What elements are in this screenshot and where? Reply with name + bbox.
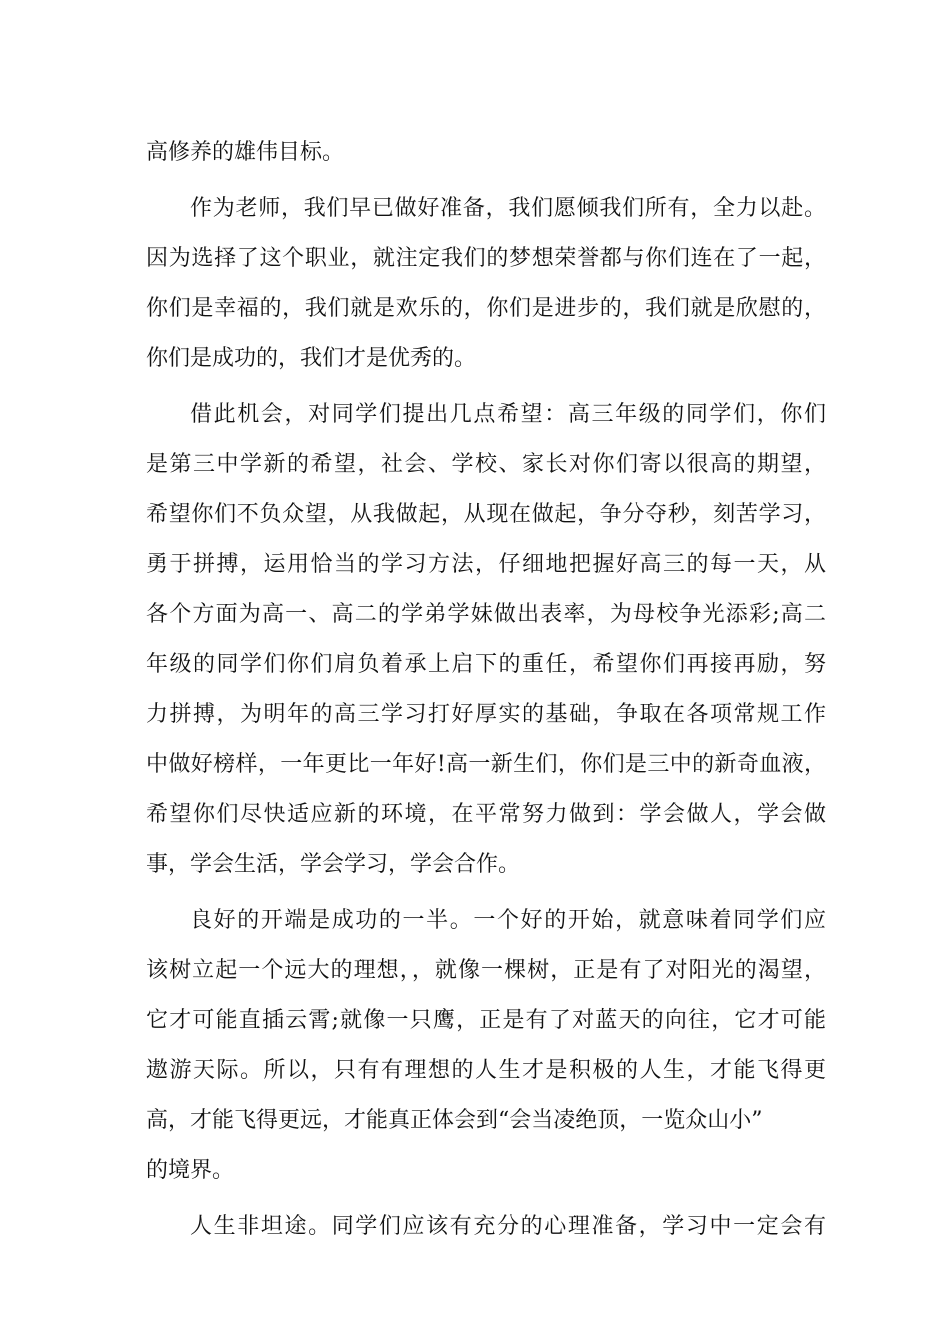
text-line: 你们是成功的，我们才是优秀的。 bbox=[146, 346, 477, 371]
text-line: 是第三中学新的希望，社会、学校、家长对你们寄以很高的期望， bbox=[146, 452, 826, 477]
text-line: 它才可能直插云霄;就像一只鹰，正是有了对蓝天的向往，它才可能 bbox=[146, 1008, 826, 1033]
paragraph-3 bbox=[146, 390, 826, 890]
text-line: 高，才能飞得更远，才能真正体会到“会当凌绝顶，一览众山小” bbox=[146, 1108, 763, 1133]
text-line: 的境界。 bbox=[146, 1158, 235, 1183]
text-line: 希望你们尽快适应新的环境，在平常努力做到：学会做人，学会做 bbox=[146, 802, 826, 827]
text-line: 良好的开端是成功的一半。一个好的开始，就意味着同学们应 bbox=[190, 908, 826, 933]
text-line: 勇于拼搏，运用恰当的学习方法，仔细地把握好高三的每一天，从 bbox=[146, 552, 826, 577]
text-line: 遨游天际。所以，只有有理想的人生才是积极的人生，才能飞得更 bbox=[146, 1058, 826, 1083]
document-body bbox=[146, 128, 826, 1252]
text-line: 该树立起一个远大的理想，，就像一棵树，正是有了对阳光的渴望， bbox=[146, 958, 826, 983]
paragraph-1 bbox=[146, 128, 826, 178]
text-line: 力拼搏，为明年的高三学习打好厚实的基础，争取在各项常规工作 bbox=[146, 702, 826, 727]
text-line: 你们是幸福的，我们就是欢乐的，你们是进步的，我们就是欣慰的， bbox=[146, 296, 826, 321]
text-line: 因为选择了这个职业，就注定我们的梦想荣誉都与你们连在了一起， bbox=[146, 246, 826, 271]
text-line: 年级的同学们你们肩负着承上启下的重任，希望你们再接再励，努 bbox=[146, 652, 826, 677]
text-line: 借此机会，对同学们提出几点希望：高三年级的同学们，你们 bbox=[190, 402, 826, 427]
text-line: 高修养的雄伟目标。 bbox=[146, 140, 345, 165]
text-line: 希望你们不负众望，从我做起，从现在做起，争分夺秒，刻苦学习， bbox=[146, 502, 826, 527]
text-line: 人生非坦途。同学们应该有充分的心理准备，学习中一定会有 bbox=[190, 1214, 826, 1239]
paragraph-5 bbox=[146, 1202, 826, 1252]
text-line: 作为老师，我们早已做好准备，我们愿倾我们所有，全力以赴。 bbox=[190, 196, 826, 221]
text-line: 各个方面为高一、高二的学弟学妹做出表率，为母校争光添彩;高二 bbox=[146, 602, 826, 627]
paragraph-4 bbox=[146, 896, 826, 1196]
text-line: 事，学会生活，学会学习，学会合作。 bbox=[146, 852, 521, 877]
text-line: 中做好榜样，一年更比一年好!高一新生们，你们是三中的新奇血液， bbox=[146, 752, 826, 777]
paragraph-2 bbox=[146, 184, 826, 384]
